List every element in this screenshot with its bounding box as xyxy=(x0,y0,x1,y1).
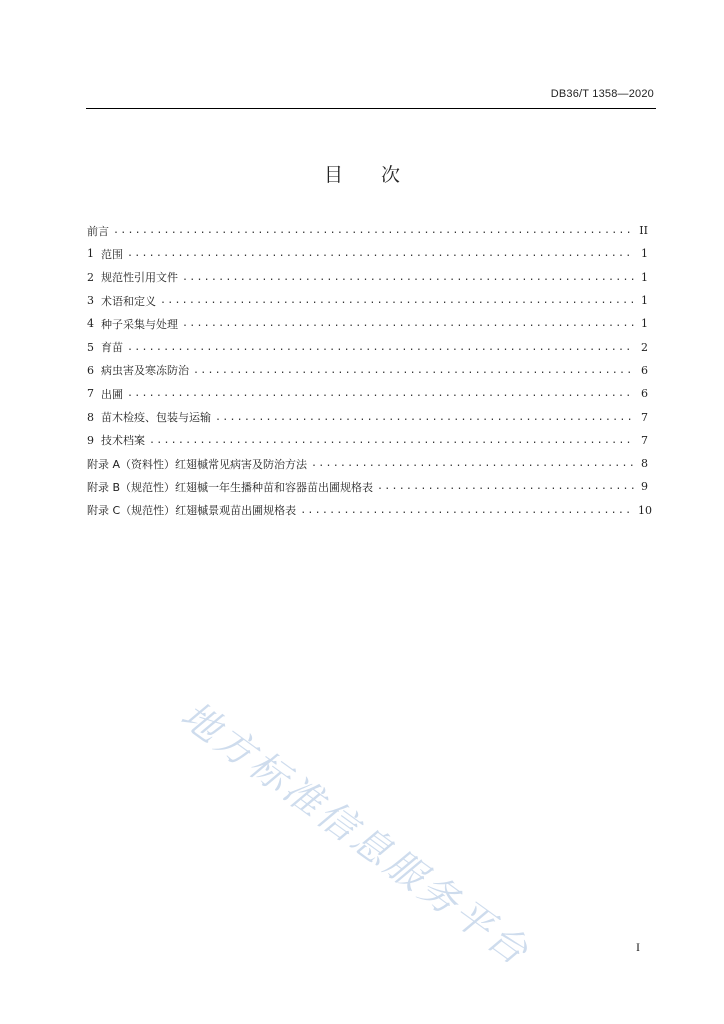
toc-entry-number: 1 xyxy=(87,247,94,261)
toc-title xyxy=(0,160,724,187)
toc-entry-label: 范围 xyxy=(101,247,123,261)
dot-leader xyxy=(215,412,634,423)
toc-entry-number: 4 xyxy=(87,317,94,331)
toc-title-part1: 目 xyxy=(323,164,343,186)
toc-entry-page: 1 xyxy=(641,270,648,284)
dot-leader xyxy=(377,481,634,492)
toc-entry-page: 6 xyxy=(641,363,648,377)
toc-entry-number: 6 xyxy=(87,363,94,377)
toc-entry-label: 技术档案 xyxy=(101,434,145,448)
toc-entry-page: 1 xyxy=(641,247,648,261)
toc-entry-page: 1 xyxy=(641,317,648,331)
toc-annex-b[interactable] xyxy=(87,475,648,498)
document-code: DB36/T 1358—2020 xyxy=(550,88,654,100)
toc-entry-page: 8 xyxy=(641,457,648,471)
toc-annex-a[interactable] xyxy=(87,452,648,475)
toc-entry-4[interactable] xyxy=(87,312,648,335)
toc-entry-page: II xyxy=(639,224,648,238)
annex-kind: （规范性） xyxy=(120,504,176,518)
dot-leader xyxy=(127,388,634,399)
toc-entry-6[interactable] xyxy=(87,359,648,382)
toc-entry-page: 6 xyxy=(641,387,648,401)
dot-leader xyxy=(193,365,634,376)
toc-entry-1[interactable] xyxy=(87,242,648,265)
toc-annex-c[interactable] xyxy=(87,499,652,522)
toc-entry-page: 2 xyxy=(641,340,648,354)
toc-entry-label: 前言 xyxy=(87,224,109,238)
annex-tag: 附录 A xyxy=(87,457,121,471)
toc-entry-page: 1 xyxy=(641,294,648,308)
toc-entry-label: 红翅槭景观苗出圃规格表 xyxy=(175,504,297,518)
toc-entry-number: 2 xyxy=(87,270,94,284)
dot-leader xyxy=(300,505,634,516)
dot-leader xyxy=(182,318,634,329)
toc-entry-2[interactable] xyxy=(87,266,648,289)
watermark: 地方标准信息服务平台 xyxy=(173,692,539,976)
toc-entry-number: 9 xyxy=(87,433,94,447)
dot-leader xyxy=(160,295,634,306)
page-number: I xyxy=(636,940,640,954)
annex-tag: 附录 C xyxy=(87,504,121,518)
annex-kind: （资料性） xyxy=(120,457,176,471)
dot-leader xyxy=(127,248,634,259)
toc-entry-number: 7 xyxy=(87,387,94,401)
dot-leader xyxy=(182,272,634,283)
toc-entry-label: 出圃 xyxy=(101,387,123,401)
toc-entry-number: 8 xyxy=(87,410,94,424)
toc-entry-3[interactable] xyxy=(87,289,648,312)
toc-entry-page: 7 xyxy=(641,433,648,447)
dot-leader xyxy=(149,435,634,446)
toc-entry-label: 种子采集与处理 xyxy=(101,317,178,331)
dot-leader xyxy=(311,458,634,469)
toc-entry-number: 3 xyxy=(87,294,94,308)
toc-entry-5[interactable] xyxy=(87,335,648,358)
toc-entry-label: 病虫害及寒冻防治 xyxy=(101,364,189,378)
toc-entry-label: 术语和定义 xyxy=(101,294,156,308)
toc-entry-label: 红翅槭常见病害及防治方法 xyxy=(175,457,308,471)
toc-entry-foreword[interactable] xyxy=(87,219,648,242)
toc-entry-8[interactable] xyxy=(87,405,648,428)
toc-entry-label: 规范性引用文件 xyxy=(101,271,178,285)
header-rule xyxy=(86,108,656,109)
toc-entry-7[interactable] xyxy=(87,382,648,405)
dot-leader xyxy=(113,225,634,236)
annex-kind: （规范性） xyxy=(120,480,176,494)
toc-entry-page: 7 xyxy=(641,410,648,424)
toc-entry-label: 育苗 xyxy=(101,341,123,355)
toc-entry-number: 5 xyxy=(87,340,94,354)
toc-entry-label: 苗木检疫、包装与运输 xyxy=(101,411,211,425)
toc-title-part2: 次 xyxy=(381,164,401,186)
annex-tag: 附录 B xyxy=(87,480,121,494)
toc-entry-9[interactable] xyxy=(87,429,648,452)
toc-entry-page: 9 xyxy=(641,480,648,494)
table-of-contents xyxy=(87,219,652,522)
toc-entry-page: 10 xyxy=(638,503,652,517)
toc-entry-label: 红翅槭一年生播种苗和容器苗出圃规格表 xyxy=(175,480,374,494)
dot-leader xyxy=(127,342,634,353)
